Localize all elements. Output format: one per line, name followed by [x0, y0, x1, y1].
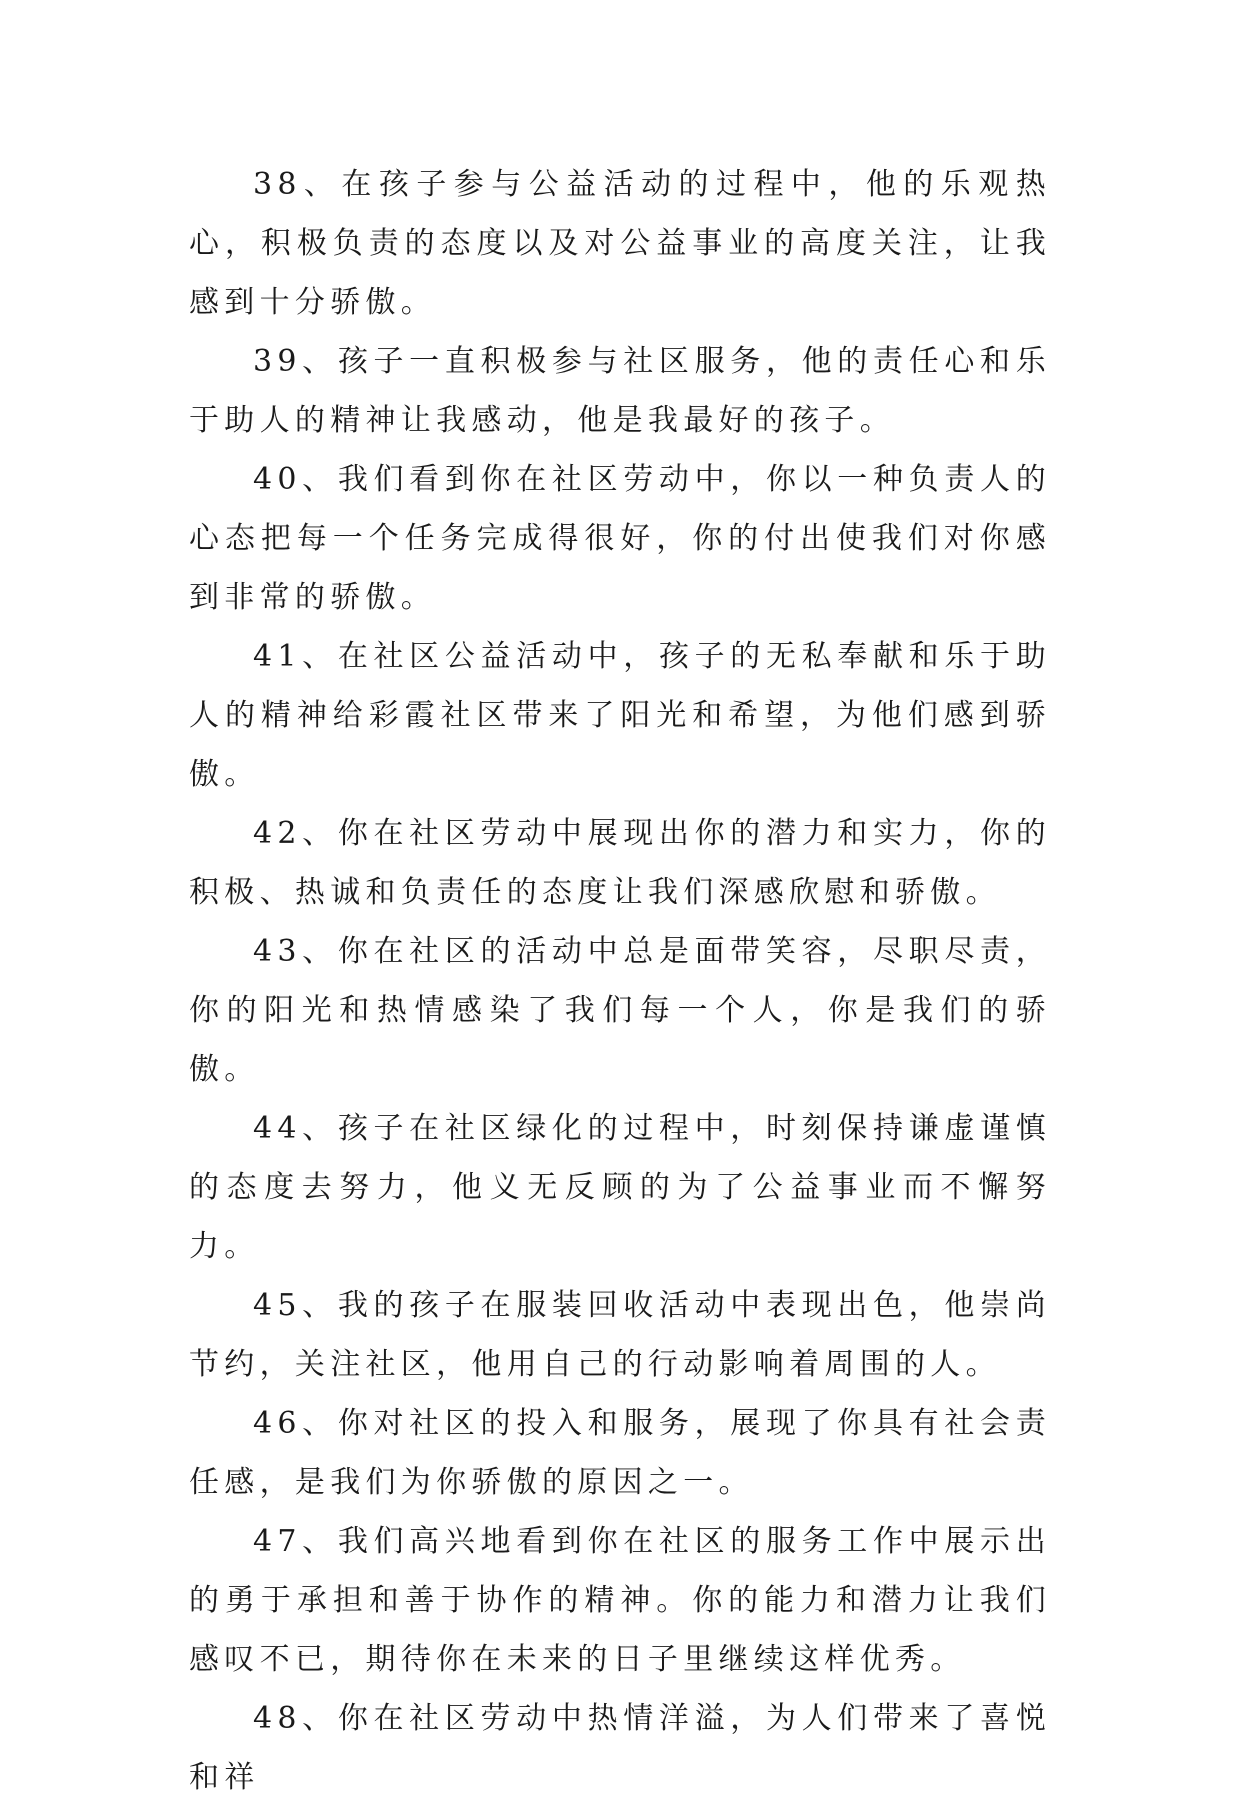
paragraph-41: 41、在社区公益活动中，孩子的无私奉献和乐于助人的精神给彩霞社区带来了阳光和希望，为他们感到骄傲。 [189, 639, 1051, 792]
paragraph-42: 42、你在社区劳动中展现出你的潜力和实力，你的积极、热诚和负责任的态度让我们深感欣慰和骄傲。 [189, 816, 1051, 910]
paragraph-44: 44、孩子在社区绿化的过程中，时刻保持谦虚谨慎的态度去努力，他义无反顾的为了公益事业而不懈努力。 [189, 1111, 1051, 1264]
paragraph-38: 38、在孩子参与公益活动的过程中，他的乐观热心，积极负责的态度以及对公益事业的高度关注，让我感到十分骄傲。 [189, 167, 1051, 320]
document-body [189, 155, 1051, 1807]
paragraph-47: 47、我们高兴地看到你在社区的服务工作中展示出的勇于承担和善于协作的精神。你的能力和潜力让我们感叹不已，期待你在未来的日子里继续这样优秀。 [189, 1524, 1051, 1677]
paragraph-46: 46、你对社区的投入和服务，展现了你具有社会责任感，是我们为你骄傲的原因之一。 [189, 1406, 1051, 1500]
paragraph-48: 48、你在社区劳动中热情洋溢，为人们带来了喜悦和祥 [189, 1701, 1051, 1795]
paragraph-43: 43、你在社区的活动中总是面带笑容，尽职尽责，你的阳光和热情感染了我们每一个人，你是我们的骄傲。 [189, 934, 1051, 1087]
paragraph-39: 39、孩子一直积极参与社区服务，他的责任心和乐于助人的精神让我感动，他是我最好的孩子。 [189, 344, 1051, 438]
paragraph-45: 45、我的孩子在服装回收活动中表现出色，他崇尚节约，关注社区，他用自己的行动影响着周围的人。 [189, 1288, 1051, 1382]
paragraph-40: 40、我们看到你在社区劳动中，你以一种负责人的心态把每一个任务完成得很好，你的付出使我们对你感到非常的骄傲。 [189, 462, 1051, 615]
